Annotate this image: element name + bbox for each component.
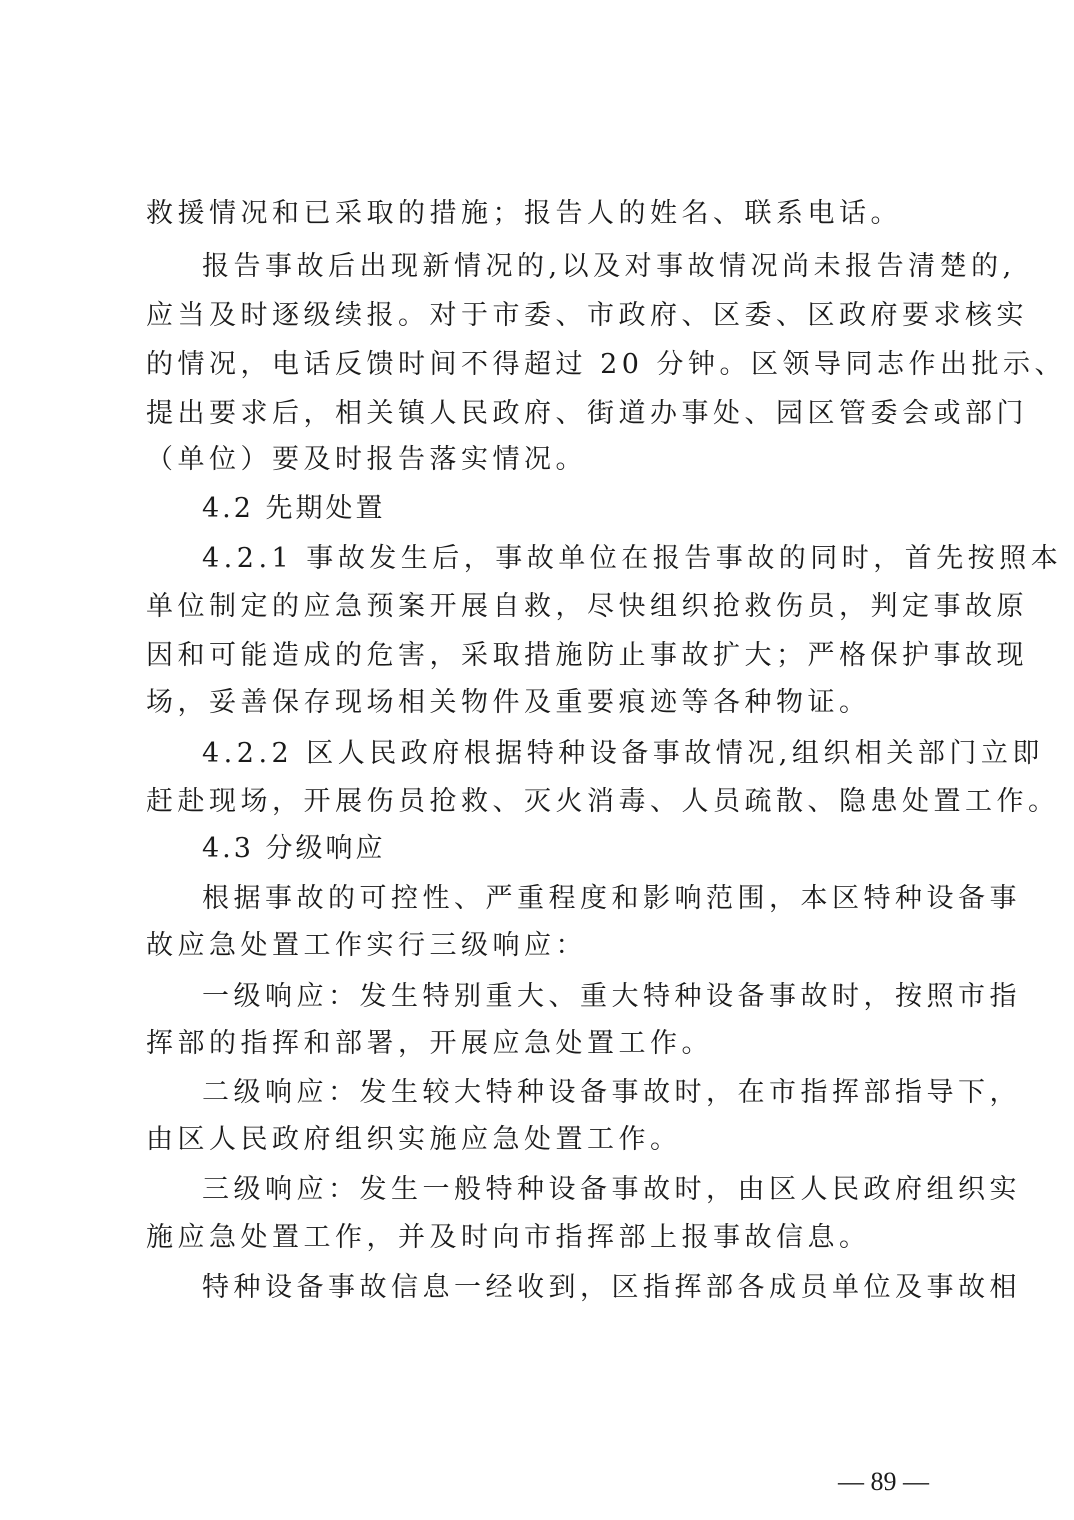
text-line: 应当及时逐级续报。对于市委、市政府、区委、区政府要求核实 [146,300,1028,331]
paragraph-start: 特种设备事故信息一经收到，区指挥部各成员单位及事故相 [202,1272,1021,1303]
text-line: 的情况，电话反馈时间不得超过 20 分钟。区领导同志作出批示、 [146,349,1067,380]
text-line: 救援情况和已采取的措施；报告人的姓名、联系电话。 [146,198,902,229]
paragraph-start: 三级响应：发生一般特种设备事故时，由区人民政府组织实 [202,1174,1021,1205]
paragraph-start: 二级响应：发生较大特种设备事故时，在市指挥部指导下， [202,1077,1021,1108]
text-line: 提出要求后，相关镇人民政府、街道办事处、园区管委会或部门 [146,398,1028,429]
text-line: 因和可能造成的危害，采取措施防止事故扩大；严格保护事故现 [146,640,1028,671]
paragraph-start: 报告事故后出现新情况的,以及对事故情况尚未报告清楚的, [202,251,1016,282]
paragraph-start: 4.2.2 区人民政府根据特种设备事故情况,组织相关部门立即 [202,738,1044,769]
paragraph-start: 一级响应：发生特别重大、重大特种设备事故时，按照市指 [202,981,1021,1012]
section-heading-4-2: 4.2 先期处置 [202,493,386,524]
text-line: 施应急处置工作，并及时向市指挥部上报事故信息。 [146,1222,871,1253]
text-line: （单位）要及时报告落实情况。 [146,444,587,475]
page-number: — 89 — [838,1467,929,1496]
text-line: 赶赴现场，开展伤员抢救、灭火消毒、人员疏散、隐患处置工作。 [146,786,1060,817]
paragraph-start: 根据事故的可控性、严重程度和影响范围，本区特种设备事 [202,883,1021,914]
text-line: 故应急处置工作实行三级响应： [146,930,587,961]
text-line: 单位制定的应急预案开展自救，尽快组织抢救伤员，判定事故原 [146,591,1028,622]
text-line: 由区人民政府组织实施应急处置工作。 [146,1124,682,1155]
paragraph-start: 4.2.1 事故发生后，事故单位在报告事故的同时，首先按照本 [202,543,1063,574]
section-heading-4-3: 4.3 分级响应 [202,833,386,864]
text-line: 挥部的指挥和部署，开展应急处置工作。 [146,1028,713,1059]
text-line: 场，妥善保存现场相关物件及重要痕迹等各种物证。 [146,687,871,718]
